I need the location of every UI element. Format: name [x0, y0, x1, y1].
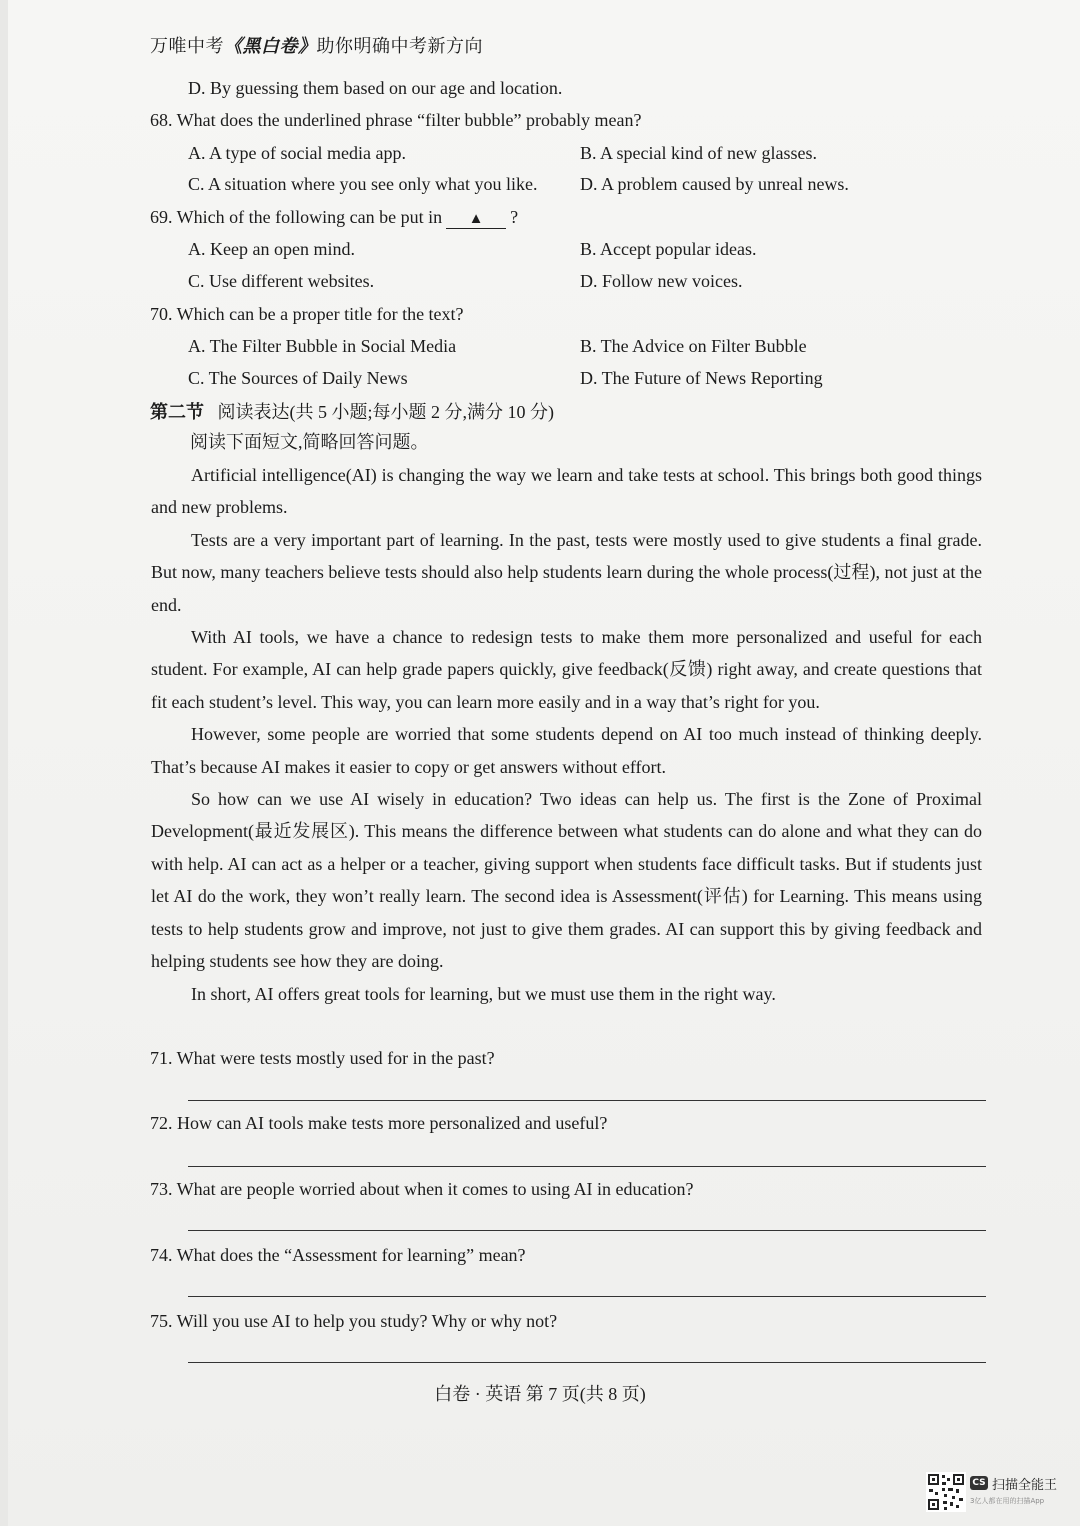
q68-option-d: D. A problem caused by unreal news.	[580, 174, 849, 194]
q69-question-mark: ?	[510, 207, 519, 227]
answer-line-75[interactable]	[188, 1362, 986, 1363]
slogan-text-end: 助你明确中考新方向	[316, 36, 483, 56]
page-footer: 白卷 · 英语 第 7 页(共 8 页)	[434, 1384, 646, 1404]
question-71: 71. What were tests mostly used for in the past?	[150, 1048, 495, 1068]
question-73: 73. What are people worried about when it comes to using AI in education?	[150, 1179, 694, 1199]
section-number: 第二节	[150, 402, 204, 422]
scanner-tagline: 3亿人都在用的扫描App	[970, 1497, 1045, 1505]
section-instruction: 阅读下面短文,简略回答问题。	[190, 432, 429, 452]
answer-blank: ▲	[446, 210, 506, 229]
q68-option-a: A. A type of social media app.	[188, 143, 406, 163]
q67-option-d: D. By guessing them based on our age and location.	[188, 78, 563, 98]
q68-option-b: B. A special kind of new glasses.	[580, 143, 817, 163]
q68-stem: 68. What does the underlined phrase “filter bubble” probably mean?	[150, 110, 642, 130]
scanner-app-name: 扫描全能王	[992, 1478, 1058, 1493]
cs-logo-icon: CS	[970, 1476, 988, 1490]
scan-edge-shadow	[0, 0, 8, 1526]
header-slogan	[150, 32, 483, 58]
question-74: 74. What does the “Assessment for learning” mean?	[150, 1245, 526, 1265]
question-72: 72. How can AI tools make tests more personalized and useful?	[150, 1113, 608, 1133]
answer-line-71[interactable]	[188, 1100, 986, 1101]
qr-code-icon	[926, 1472, 966, 1512]
section-title	[150, 398, 554, 424]
scanner-watermark	[926, 1472, 1076, 1516]
answer-line-73[interactable]	[188, 1230, 986, 1231]
q69-option-a: A. Keep an open mind.	[188, 239, 355, 259]
passage-paragraph: With AI tools, we have a chance to redesign tests to make them more personalized and useful for each student. For example, AI can help grade papers quickly, give feedback(反馈) right away, and create questions that fit each student’s level. This way, you can learn more easily and in a way that’s right for you.	[151, 627, 982, 712]
passage-paragraph: So how can we use AI wisely in education? Two ideas can help us. The first is the Zone of Proximal Development(最近发展区). This means the difference between what students can do alone and what they can do with help. AI can act as a helper or a teacher, giving support when students face difficult tasks. But if students just let AI do the work, they won’t really learn. The second idea is Assessment(评估) for Learning. This means using tests to help students grow and improve, not just to give them grades. AI can support this by giving feedback and helping students see how they are doing.	[151, 789, 982, 972]
q68-option-c: C. A situation where you see only what you like.	[188, 174, 538, 194]
answer-line-72[interactable]	[188, 1166, 986, 1167]
slogan-text: 万唯中考	[150, 36, 224, 56]
q70-option-d: D. The Future of News Reporting	[580, 368, 823, 388]
q70-option-a: A. The Filter Bubble in Social Media	[188, 336, 457, 356]
q69-option-d: D. Follow new voices.	[580, 271, 743, 291]
passage-paragraph: Tests are a very important part of learning. In the past, tests were mostly used to give students a final grade. But now, many teachers believe tests should also help students learn during the whole process(过程), not just at the end.	[151, 529, 982, 615]
passage-paragraph: Artificial intelligence(AI) is changing the way we learn and take tests at school. This brings both good things and new problems.	[151, 465, 982, 518]
reading-passage	[151, 459, 982, 1010]
q70-stem: 70. Which can be a proper title for the text?	[150, 304, 464, 324]
section-name: 阅读表达(共 5 小题;每小题 2 分,满分 10 分)	[217, 402, 554, 422]
passage-paragraph: In short, AI offers great tools for learning, but we must use them in the right way.	[191, 983, 776, 1004]
q70-option-b: B. The Advice on Filter Bubble	[580, 336, 807, 356]
q69-stem	[150, 205, 518, 229]
slogan-brand: 《黑白卷》	[224, 36, 317, 56]
q70-option-c: C. The Sources of Daily News	[188, 368, 408, 388]
q69-stem-text: 69. Which of the following can be put in	[150, 207, 443, 227]
passage-paragraph: However, some people are worried that some students depend on AI too much instead of thinking deeply. That’s because AI makes it easier to copy or get answers without effort.	[151, 724, 982, 777]
question-75: 75. Will you use AI to help you study? Why or why not?	[150, 1311, 558, 1331]
q69-option-c: C. Use different websites.	[188, 271, 375, 291]
q69-option-b: B. Accept popular ideas.	[580, 239, 757, 259]
answer-line-74[interactable]	[188, 1296, 986, 1297]
